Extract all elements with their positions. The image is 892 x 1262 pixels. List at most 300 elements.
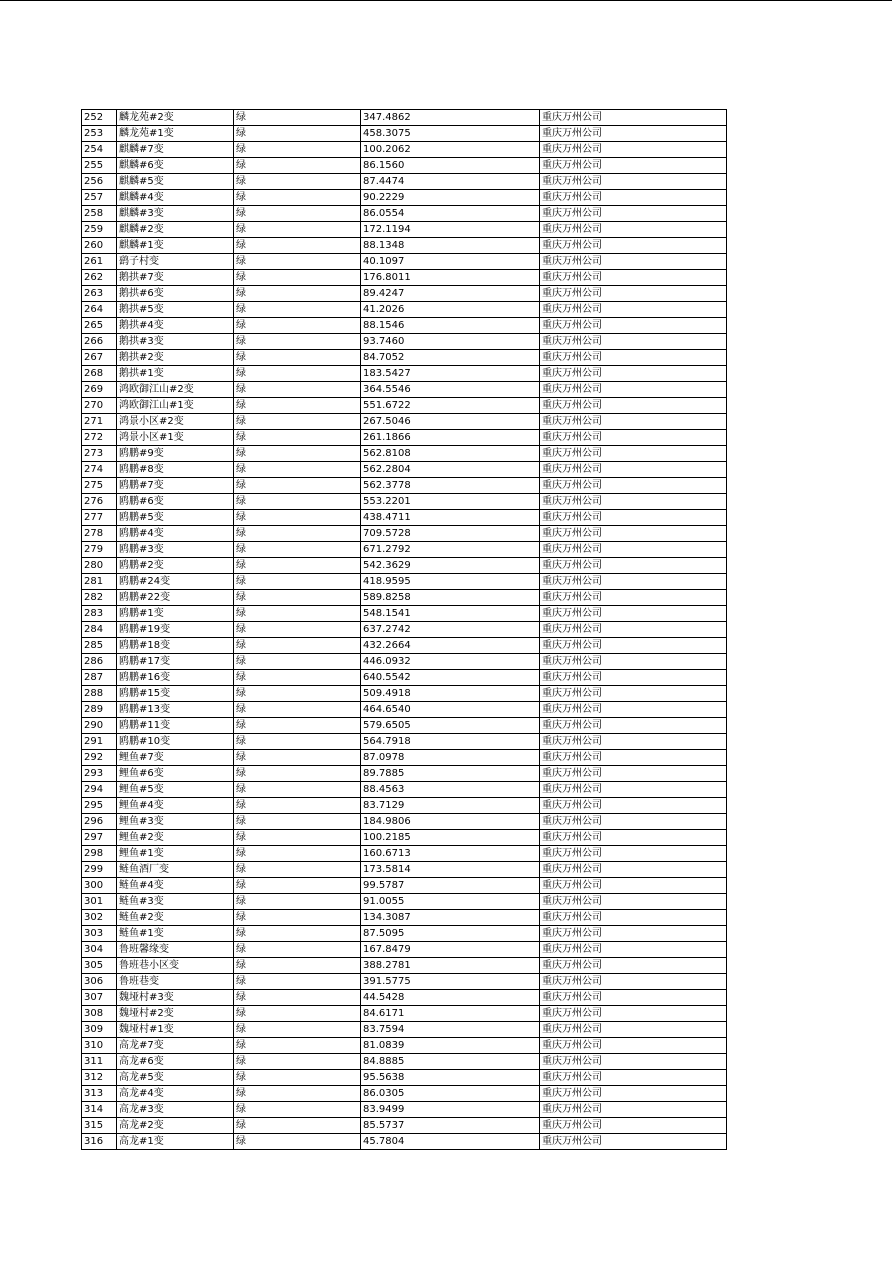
status-color-cell: 绿 xyxy=(234,126,361,142)
status-color-cell: 绿 xyxy=(234,414,361,430)
transformer-name-cell: 麒麟#2变 xyxy=(117,222,234,238)
table-row xyxy=(82,190,727,206)
table-row xyxy=(82,830,727,846)
value-cell: 464.6540 xyxy=(361,702,540,718)
company-cell: 重庆万州公司 xyxy=(540,1102,727,1118)
transformer-name-cell: 鸥鹏#17变 xyxy=(117,654,234,670)
status-color-cell: 绿 xyxy=(234,110,361,126)
row-number-cell: 281 xyxy=(82,574,117,590)
row-number-cell: 274 xyxy=(82,462,117,478)
value-cell: 88.1546 xyxy=(361,318,540,334)
company-cell: 重庆万州公司 xyxy=(540,990,727,1006)
company-cell: 重庆万州公司 xyxy=(540,542,727,558)
company-cell: 重庆万州公司 xyxy=(540,654,727,670)
company-cell: 重庆万州公司 xyxy=(540,1070,727,1086)
transformer-name-cell: 鸥鹏#2变 xyxy=(117,558,234,574)
row-number-cell: 277 xyxy=(82,510,117,526)
table-row xyxy=(82,286,727,302)
status-color-cell: 绿 xyxy=(234,270,361,286)
table-row xyxy=(82,1054,727,1070)
transformer-name-cell: 麟龙苑#2变 xyxy=(117,110,234,126)
status-color-cell: 绿 xyxy=(234,654,361,670)
table-row xyxy=(82,814,727,830)
row-number-cell: 292 xyxy=(82,750,117,766)
row-number-cell: 316 xyxy=(82,1134,117,1150)
value-cell: 548.1541 xyxy=(361,606,540,622)
transformer-name-cell: 高龙#5变 xyxy=(117,1070,234,1086)
transformer-name-cell: 鲤鱼#7变 xyxy=(117,750,234,766)
value-cell: 388.2781 xyxy=(361,958,540,974)
table-row xyxy=(82,126,727,142)
company-cell: 重庆万州公司 xyxy=(540,366,727,382)
status-color-cell: 绿 xyxy=(234,238,361,254)
table-row xyxy=(82,638,727,654)
table-row xyxy=(82,750,727,766)
row-number-cell: 309 xyxy=(82,1022,117,1038)
table-row xyxy=(82,590,727,606)
transformer-name-cell: 鸥鹏#6变 xyxy=(117,494,234,510)
status-color-cell: 绿 xyxy=(234,526,361,542)
status-color-cell: 绿 xyxy=(234,494,361,510)
company-cell: 重庆万州公司 xyxy=(540,958,727,974)
status-color-cell: 绿 xyxy=(234,1118,361,1134)
transformer-name-cell: 鹅拱#1变 xyxy=(117,366,234,382)
table-row xyxy=(82,1006,727,1022)
table-row xyxy=(82,270,727,286)
row-number-cell: 297 xyxy=(82,830,117,846)
table-row xyxy=(82,686,727,702)
value-cell: 183.5427 xyxy=(361,366,540,382)
row-number-cell: 302 xyxy=(82,910,117,926)
table-row xyxy=(82,958,727,974)
company-cell: 重庆万州公司 xyxy=(540,1054,727,1070)
page-top-border xyxy=(0,0,892,1)
row-number-cell: 275 xyxy=(82,478,117,494)
value-cell: 93.7460 xyxy=(361,334,540,350)
table-row xyxy=(82,654,727,670)
company-cell: 重庆万州公司 xyxy=(540,1086,727,1102)
company-cell: 重庆万州公司 xyxy=(540,222,727,238)
company-cell: 重庆万州公司 xyxy=(540,270,727,286)
company-cell: 重庆万州公司 xyxy=(540,1038,727,1054)
company-cell: 重庆万州公司 xyxy=(540,558,727,574)
company-cell: 重庆万州公司 xyxy=(540,766,727,782)
transformer-name-cell: 鸥鹏#16变 xyxy=(117,670,234,686)
status-color-cell: 绿 xyxy=(234,974,361,990)
transformer-name-cell: 鸥鹏#22变 xyxy=(117,590,234,606)
row-number-cell: 315 xyxy=(82,1118,117,1134)
table-row xyxy=(82,462,727,478)
value-cell: 347.4862 xyxy=(361,110,540,126)
row-number-cell: 288 xyxy=(82,686,117,702)
value-cell: 551.6722 xyxy=(361,398,540,414)
status-color-cell: 绿 xyxy=(234,686,361,702)
row-number-cell: 263 xyxy=(82,286,117,302)
table-row xyxy=(82,318,727,334)
row-number-cell: 279 xyxy=(82,542,117,558)
row-number-cell: 301 xyxy=(82,894,117,910)
table-row xyxy=(82,222,727,238)
transformer-name-cell: 高龙#2变 xyxy=(117,1118,234,1134)
table-row xyxy=(82,718,727,734)
status-color-cell: 绿 xyxy=(234,894,361,910)
status-color-cell: 绿 xyxy=(234,606,361,622)
status-color-cell: 绿 xyxy=(234,1038,361,1054)
status-color-cell: 绿 xyxy=(234,846,361,862)
value-cell: 88.4563 xyxy=(361,782,540,798)
status-color-cell: 绿 xyxy=(234,366,361,382)
row-number-cell: 299 xyxy=(82,862,117,878)
row-number-cell: 285 xyxy=(82,638,117,654)
status-color-cell: 绿 xyxy=(234,382,361,398)
table-row xyxy=(82,238,727,254)
table-row xyxy=(82,894,727,910)
transformer-name-cell: 高龙#1变 xyxy=(117,1134,234,1150)
row-number-cell: 293 xyxy=(82,766,117,782)
value-cell: 83.7594 xyxy=(361,1022,540,1038)
transformer-name-cell: 鸥鹏#18变 xyxy=(117,638,234,654)
company-cell: 重庆万州公司 xyxy=(540,590,727,606)
company-cell: 重庆万州公司 xyxy=(540,302,727,318)
value-cell: 671.2792 xyxy=(361,542,540,558)
status-color-cell: 绿 xyxy=(234,206,361,222)
value-cell: 509.4918 xyxy=(361,686,540,702)
status-color-cell: 绿 xyxy=(234,574,361,590)
value-cell: 418.9595 xyxy=(361,574,540,590)
status-color-cell: 绿 xyxy=(234,830,361,846)
transformer-name-cell: 麒麟#1变 xyxy=(117,238,234,254)
row-number-cell: 259 xyxy=(82,222,117,238)
value-cell: 83.9499 xyxy=(361,1102,540,1118)
value-cell: 553.2201 xyxy=(361,494,540,510)
transformer-name-cell: 鸥鹏#15变 xyxy=(117,686,234,702)
status-color-cell: 绿 xyxy=(234,398,361,414)
status-color-cell: 绿 xyxy=(234,910,361,926)
transformer-name-cell: 鲢鱼#2变 xyxy=(117,910,234,926)
transformer-name-cell: 鲁班巷变 xyxy=(117,974,234,990)
row-number-cell: 282 xyxy=(82,590,117,606)
table-row xyxy=(82,622,727,638)
value-cell: 176.8011 xyxy=(361,270,540,286)
transformer-name-cell: 鸥鹏#9变 xyxy=(117,446,234,462)
company-cell: 重庆万州公司 xyxy=(540,606,727,622)
value-cell: 88.1348 xyxy=(361,238,540,254)
table-row xyxy=(82,542,727,558)
status-color-cell: 绿 xyxy=(234,174,361,190)
status-color-cell: 绿 xyxy=(234,478,361,494)
company-cell: 重庆万州公司 xyxy=(540,894,727,910)
table-row xyxy=(82,606,727,622)
row-number-cell: 286 xyxy=(82,654,117,670)
row-number-cell: 283 xyxy=(82,606,117,622)
status-color-cell: 绿 xyxy=(234,766,361,782)
table-row xyxy=(82,734,727,750)
value-cell: 45.7804 xyxy=(361,1134,540,1150)
transformer-name-cell: 魏垭村#1变 xyxy=(117,1022,234,1038)
status-color-cell: 绿 xyxy=(234,542,361,558)
transformer-name-cell: 鲤鱼#4变 xyxy=(117,798,234,814)
company-cell: 重庆万州公司 xyxy=(540,846,727,862)
value-cell: 84.8885 xyxy=(361,1054,540,1070)
table-row xyxy=(82,798,727,814)
value-cell: 579.6505 xyxy=(361,718,540,734)
company-cell: 重庆万州公司 xyxy=(540,782,727,798)
row-number-cell: 264 xyxy=(82,302,117,318)
value-cell: 458.3075 xyxy=(361,126,540,142)
company-cell: 重庆万州公司 xyxy=(540,622,727,638)
transformer-name-cell: 麒麟#6变 xyxy=(117,158,234,174)
transformer-name-cell: 鲢鱼酒厂变 xyxy=(117,862,234,878)
transformer-name-cell: 高龙#3变 xyxy=(117,1102,234,1118)
value-cell: 637.2742 xyxy=(361,622,540,638)
value-cell: 160.6713 xyxy=(361,846,540,862)
table-row xyxy=(82,142,727,158)
transformer-name-cell: 麒麟#4变 xyxy=(117,190,234,206)
value-cell: 83.7129 xyxy=(361,798,540,814)
table-row xyxy=(82,926,727,942)
row-number-cell: 266 xyxy=(82,334,117,350)
value-cell: 89.7885 xyxy=(361,766,540,782)
value-cell: 562.2804 xyxy=(361,462,540,478)
transformer-name-cell: 鸥鹏#4变 xyxy=(117,526,234,542)
company-cell: 重庆万州公司 xyxy=(540,430,727,446)
value-cell: 564.7918 xyxy=(361,734,540,750)
company-cell: 重庆万州公司 xyxy=(540,670,727,686)
transformer-name-cell: 鹅拱#4变 xyxy=(117,318,234,334)
transformer-name-cell: 高龙#7变 xyxy=(117,1038,234,1054)
row-number-cell: 307 xyxy=(82,990,117,1006)
transformer-name-cell: 麒麟#3变 xyxy=(117,206,234,222)
row-number-cell: 300 xyxy=(82,878,117,894)
row-number-cell: 306 xyxy=(82,974,117,990)
table-row xyxy=(82,766,727,782)
row-number-cell: 276 xyxy=(82,494,117,510)
company-cell: 重庆万州公司 xyxy=(540,974,727,990)
transformer-name-cell: 鲤鱼#6变 xyxy=(117,766,234,782)
transformer-name-cell: 鲁班馨缘变 xyxy=(117,942,234,958)
value-cell: 100.2185 xyxy=(361,830,540,846)
value-cell: 562.3778 xyxy=(361,478,540,494)
company-cell: 重庆万州公司 xyxy=(540,878,727,894)
table-row xyxy=(82,174,727,190)
table-row xyxy=(82,974,727,990)
status-color-cell: 绿 xyxy=(234,862,361,878)
table-row xyxy=(82,1038,727,1054)
value-cell: 261.1866 xyxy=(361,430,540,446)
status-color-cell: 绿 xyxy=(234,350,361,366)
table-row xyxy=(82,1070,727,1086)
transformer-name-cell: 高龙#6变 xyxy=(117,1054,234,1070)
table-row xyxy=(82,302,727,318)
transformer-name-cell: 鹅拱#2变 xyxy=(117,350,234,366)
status-color-cell: 绿 xyxy=(234,190,361,206)
table-row xyxy=(82,254,727,270)
value-cell: 87.0978 xyxy=(361,750,540,766)
status-color-cell: 绿 xyxy=(234,926,361,942)
row-number-cell: 291 xyxy=(82,734,117,750)
transformer-name-cell: 鲤鱼#1变 xyxy=(117,846,234,862)
table-row xyxy=(82,990,727,1006)
status-color-cell: 绿 xyxy=(234,430,361,446)
transformer-name-cell: 鸿景小区#1变 xyxy=(117,430,234,446)
transformer-name-cell: 鲤鱼#5变 xyxy=(117,782,234,798)
status-color-cell: 绿 xyxy=(234,990,361,1006)
status-color-cell: 绿 xyxy=(234,718,361,734)
company-cell: 重庆万州公司 xyxy=(540,686,727,702)
value-cell: 41.2026 xyxy=(361,302,540,318)
company-cell: 重庆万州公司 xyxy=(540,238,727,254)
value-cell: 85.5737 xyxy=(361,1118,540,1134)
table-row xyxy=(82,206,727,222)
status-color-cell: 绿 xyxy=(234,942,361,958)
status-color-cell: 绿 xyxy=(234,462,361,478)
status-color-cell: 绿 xyxy=(234,702,361,718)
table-body xyxy=(82,110,727,1150)
company-cell: 重庆万州公司 xyxy=(540,494,727,510)
company-cell: 重庆万州公司 xyxy=(540,1022,727,1038)
table-row xyxy=(82,350,727,366)
transformer-name-cell: 鸥鹏#7变 xyxy=(117,478,234,494)
table-row xyxy=(82,862,727,878)
transformer-name-cell: 鸥鹏#1变 xyxy=(117,606,234,622)
row-number-cell: 271 xyxy=(82,414,117,430)
company-cell: 重庆万州公司 xyxy=(540,574,727,590)
table-row xyxy=(82,366,727,382)
transformer-name-cell: 鸥鹏#10变 xyxy=(117,734,234,750)
transformer-name-cell: 鸥鹏#8变 xyxy=(117,462,234,478)
value-cell: 184.9806 xyxy=(361,814,540,830)
status-color-cell: 绿 xyxy=(234,878,361,894)
row-number-cell: 270 xyxy=(82,398,117,414)
status-color-cell: 绿 xyxy=(234,222,361,238)
status-color-cell: 绿 xyxy=(234,334,361,350)
transformer-name-cell: 麟龙苑#1变 xyxy=(117,126,234,142)
value-cell: 90.2229 xyxy=(361,190,540,206)
table-row xyxy=(82,158,727,174)
row-number-cell: 261 xyxy=(82,254,117,270)
status-color-cell: 绿 xyxy=(234,782,361,798)
status-color-cell: 绿 xyxy=(234,1054,361,1070)
row-number-cell: 289 xyxy=(82,702,117,718)
company-cell: 重庆万州公司 xyxy=(540,206,727,222)
row-number-cell: 313 xyxy=(82,1086,117,1102)
transformer-name-cell: 魏垭村#3变 xyxy=(117,990,234,1006)
value-cell: 589.8258 xyxy=(361,590,540,606)
row-number-cell: 269 xyxy=(82,382,117,398)
status-color-cell: 绿 xyxy=(234,638,361,654)
status-color-cell: 绿 xyxy=(234,158,361,174)
table-row xyxy=(82,702,727,718)
table-row xyxy=(82,1118,727,1134)
transformer-name-cell: 鲤鱼#2变 xyxy=(117,830,234,846)
table-row xyxy=(82,526,727,542)
status-color-cell: 绿 xyxy=(234,1070,361,1086)
row-number-cell: 311 xyxy=(82,1054,117,1070)
transformer-name-cell: 鸥鹏#13变 xyxy=(117,702,234,718)
table-row xyxy=(82,494,727,510)
row-number-cell: 252 xyxy=(82,110,117,126)
company-cell: 重庆万州公司 xyxy=(540,734,727,750)
company-cell: 重庆万州公司 xyxy=(540,158,727,174)
transformer-name-cell: 鹅拱#6变 xyxy=(117,286,234,302)
row-number-cell: 284 xyxy=(82,622,117,638)
value-cell: 95.5638 xyxy=(361,1070,540,1086)
row-number-cell: 254 xyxy=(82,142,117,158)
row-number-cell: 280 xyxy=(82,558,117,574)
company-cell: 重庆万州公司 xyxy=(540,334,727,350)
transformer-name-cell: 高龙#4变 xyxy=(117,1086,234,1102)
value-cell: 81.0839 xyxy=(361,1038,540,1054)
row-number-cell: 312 xyxy=(82,1070,117,1086)
value-cell: 87.4474 xyxy=(361,174,540,190)
status-color-cell: 绿 xyxy=(234,814,361,830)
table-row xyxy=(82,430,727,446)
transformer-name-cell: 鹞子村变 xyxy=(117,254,234,270)
row-number-cell: 255 xyxy=(82,158,117,174)
company-cell: 重庆万州公司 xyxy=(540,318,727,334)
company-cell: 重庆万州公司 xyxy=(540,510,727,526)
row-number-cell: 273 xyxy=(82,446,117,462)
transformer-name-cell: 鹅拱#3变 xyxy=(117,334,234,350)
value-cell: 542.3629 xyxy=(361,558,540,574)
value-cell: 391.5775 xyxy=(361,974,540,990)
transformer-name-cell: 麒麟#5变 xyxy=(117,174,234,190)
value-cell: 446.0932 xyxy=(361,654,540,670)
company-cell: 重庆万州公司 xyxy=(540,190,727,206)
transformer-name-cell: 鸥鹏#11变 xyxy=(117,718,234,734)
value-cell: 100.2062 xyxy=(361,142,540,158)
value-cell: 99.5787 xyxy=(361,878,540,894)
status-color-cell: 绿 xyxy=(234,1134,361,1150)
table-row xyxy=(82,558,727,574)
table-row xyxy=(82,942,727,958)
status-color-cell: 绿 xyxy=(234,302,361,318)
company-cell: 重庆万州公司 xyxy=(540,702,727,718)
company-cell: 重庆万州公司 xyxy=(540,830,727,846)
status-color-cell: 绿 xyxy=(234,1086,361,1102)
company-cell: 重庆万州公司 xyxy=(540,286,727,302)
table-row xyxy=(82,334,727,350)
value-cell: 432.2664 xyxy=(361,638,540,654)
row-number-cell: 253 xyxy=(82,126,117,142)
row-number-cell: 265 xyxy=(82,318,117,334)
table-row xyxy=(82,414,727,430)
table-row xyxy=(82,510,727,526)
value-cell: 87.5095 xyxy=(361,926,540,942)
status-color-cell: 绿 xyxy=(234,318,361,334)
value-cell: 40.1097 xyxy=(361,254,540,270)
table-row xyxy=(82,398,727,414)
row-number-cell: 298 xyxy=(82,846,117,862)
table-row xyxy=(82,1022,727,1038)
row-number-cell: 256 xyxy=(82,174,117,190)
row-number-cell: 308 xyxy=(82,1006,117,1022)
transformer-name-cell: 鹅拱#5变 xyxy=(117,302,234,318)
status-color-cell: 绿 xyxy=(234,734,361,750)
row-number-cell: 310 xyxy=(82,1038,117,1054)
table-row xyxy=(82,574,727,590)
transformer-name-cell: 鸥鹏#24变 xyxy=(117,574,234,590)
table-row xyxy=(82,878,727,894)
table-row xyxy=(82,446,727,462)
value-cell: 84.6171 xyxy=(361,1006,540,1022)
status-color-cell: 绿 xyxy=(234,590,361,606)
table-row xyxy=(82,670,727,686)
value-cell: 86.0554 xyxy=(361,206,540,222)
table-row xyxy=(82,478,727,494)
table-row xyxy=(82,110,727,126)
row-number-cell: 272 xyxy=(82,430,117,446)
